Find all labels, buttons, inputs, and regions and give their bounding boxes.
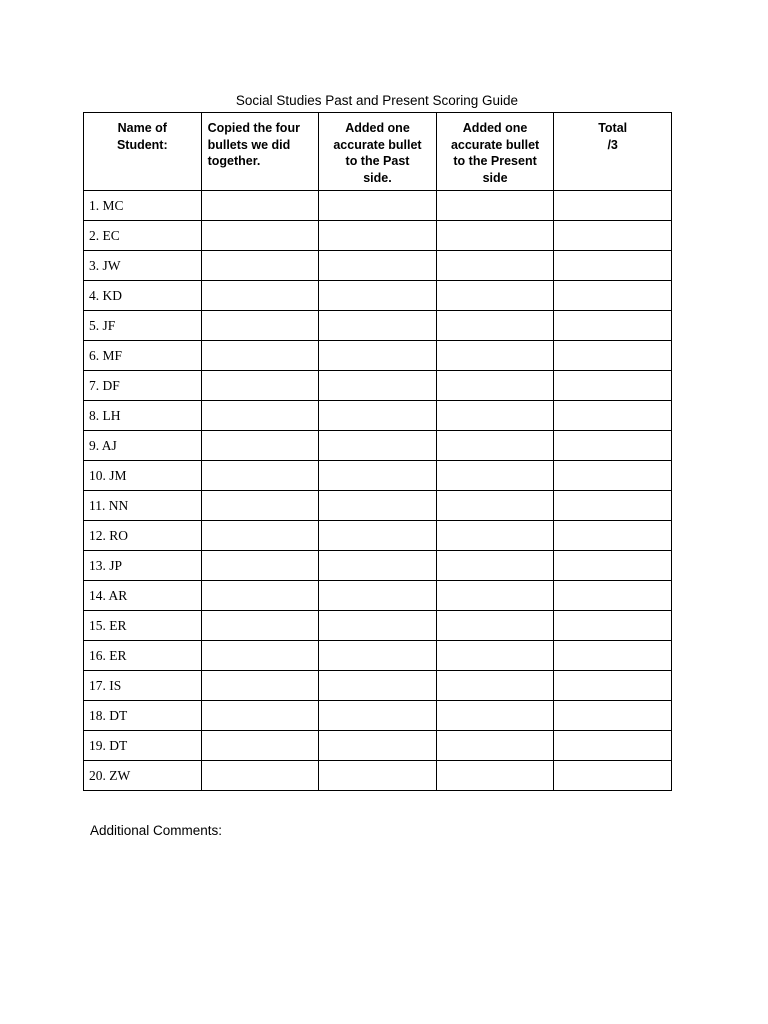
- table-row: [84, 701, 672, 731]
- header-line: bullets we did: [207, 137, 291, 152]
- table-row: [84, 371, 672, 401]
- header-line: Added one: [345, 121, 410, 135]
- table-row: [84, 761, 672, 791]
- present-bullet-cell: [436, 281, 554, 311]
- header-line: accurate bullet: [333, 137, 422, 152]
- table-row: [84, 461, 672, 491]
- table-row: [84, 611, 672, 641]
- table-row: [84, 581, 672, 611]
- present-bullet-cell: [436, 551, 554, 581]
- present-bullet-cell: [436, 341, 554, 371]
- total-cell: [554, 311, 672, 341]
- past-bullet-cell: [319, 521, 437, 551]
- header-line: Name of: [117, 121, 167, 135]
- total-cell: [554, 551, 672, 581]
- header-name-of-student: [84, 113, 202, 191]
- total-cell: [554, 281, 672, 311]
- student-name-cell: 8. LH: [84, 401, 202, 431]
- header-line: Total: [598, 121, 628, 135]
- student-name-cell: 3. JW: [84, 251, 202, 281]
- header-total: [554, 113, 672, 191]
- student-name-cell: 2. EC: [84, 221, 202, 251]
- header-line: to the Past: [345, 154, 410, 168]
- copied-bullets-cell: [201, 581, 319, 611]
- present-bullet-cell: [436, 611, 554, 641]
- past-bullet-cell: [319, 491, 437, 521]
- copied-bullets-cell: [201, 461, 319, 491]
- total-cell: [554, 341, 672, 371]
- copied-bullets-cell: [201, 221, 319, 251]
- total-cell: [554, 221, 672, 251]
- table-row: [84, 431, 672, 461]
- table-row: [84, 311, 672, 341]
- table-row: [84, 191, 672, 221]
- student-name-cell: 14. AR: [84, 581, 202, 611]
- past-bullet-cell: [319, 191, 437, 221]
- present-bullet-cell: [436, 371, 554, 401]
- past-bullet-cell: [319, 701, 437, 731]
- student-name-cell: 20. ZW: [84, 761, 202, 791]
- table-row: [84, 401, 672, 431]
- table-row: [84, 251, 672, 281]
- additional-comments-label: Additional Comments:: [90, 823, 223, 838]
- student-name-cell: 11. NN: [84, 491, 202, 521]
- past-bullet-cell: [319, 221, 437, 251]
- copied-bullets-cell: [201, 671, 319, 701]
- past-bullet-cell: [319, 581, 437, 611]
- past-bullet-cell: [319, 671, 437, 701]
- present-bullet-cell: [436, 581, 554, 611]
- header-copied-bullets: [201, 113, 319, 191]
- copied-bullets-cell: [201, 761, 319, 791]
- past-bullet-cell: [319, 401, 437, 431]
- copied-bullets-cell: [201, 311, 319, 341]
- total-cell: [554, 431, 672, 461]
- copied-bullets-cell: [201, 491, 319, 521]
- past-bullet-cell: [319, 761, 437, 791]
- total-cell: [554, 371, 672, 401]
- copied-bullets-cell: [201, 551, 319, 581]
- past-bullet-cell: [319, 251, 437, 281]
- header-line: Student:: [116, 137, 168, 152]
- present-bullet-cell: [436, 191, 554, 221]
- total-cell: [554, 491, 672, 521]
- student-name-cell: 5. JF: [84, 311, 202, 341]
- present-bullet-cell: [436, 521, 554, 551]
- copied-bullets-cell: [201, 731, 319, 761]
- past-bullet-cell: [319, 281, 437, 311]
- header-line: side.: [363, 170, 392, 185]
- copied-bullets-cell: [201, 341, 319, 371]
- table-row: [84, 221, 672, 251]
- student-rows: [84, 191, 672, 791]
- copied-bullets-cell: [201, 641, 319, 671]
- copied-bullets-cell: [201, 431, 319, 461]
- past-bullet-cell: [319, 461, 437, 491]
- present-bullet-cell: [436, 761, 554, 791]
- past-bullet-cell: [319, 731, 437, 761]
- total-cell: [554, 701, 672, 731]
- past-bullet-cell: [319, 371, 437, 401]
- header-line: Copied the four: [207, 121, 300, 135]
- past-bullet-cell: [319, 611, 437, 641]
- student-name-cell: 12. RO: [84, 521, 202, 551]
- student-name-cell: 19. DT: [84, 731, 202, 761]
- student-name-cell: 17. IS: [84, 671, 202, 701]
- student-name-cell: 15. ER: [84, 611, 202, 641]
- student-name-cell: 4. KD: [84, 281, 202, 311]
- header-line: side: [482, 170, 508, 185]
- copied-bullets-cell: [201, 701, 319, 731]
- copied-bullets-cell: [201, 191, 319, 221]
- total-cell: [554, 611, 672, 641]
- page-title: Social Studies Past and Present Scoring Guide: [235, 93, 519, 108]
- header-row: [84, 113, 672, 191]
- present-bullet-cell: [436, 731, 554, 761]
- table-row: [84, 731, 672, 761]
- copied-bullets-cell: [201, 251, 319, 281]
- total-cell: [554, 401, 672, 431]
- student-name-cell: 16. ER: [84, 641, 202, 671]
- header-line: Added one: [462, 121, 528, 135]
- present-bullet-cell: [436, 221, 554, 251]
- total-cell: [554, 731, 672, 761]
- table-row: [84, 281, 672, 311]
- past-bullet-cell: [319, 641, 437, 671]
- student-name-cell: 9. AJ: [84, 431, 202, 461]
- header-line: accurate bullet: [450, 137, 540, 152]
- total-cell: [554, 191, 672, 221]
- table-row: [84, 521, 672, 551]
- present-bullet-cell: [436, 671, 554, 701]
- table-row: [84, 341, 672, 371]
- student-name-cell: 18. DT: [84, 701, 202, 731]
- student-name-cell: 6. MF: [84, 341, 202, 371]
- present-bullet-cell: [436, 461, 554, 491]
- copied-bullets-cell: [201, 281, 319, 311]
- total-cell: [554, 671, 672, 701]
- past-bullet-cell: [319, 341, 437, 371]
- total-cell: [554, 461, 672, 491]
- total-cell: [554, 641, 672, 671]
- student-name-cell: 13. JP: [84, 551, 202, 581]
- table-row: [84, 491, 672, 521]
- copied-bullets-cell: [201, 521, 319, 551]
- copied-bullets-cell: [201, 401, 319, 431]
- past-bullet-cell: [319, 431, 437, 461]
- header-present-bullet: [436, 113, 554, 191]
- table-row: [84, 551, 672, 581]
- total-cell: [554, 251, 672, 281]
- scoring-table: [83, 112, 672, 791]
- past-bullet-cell: [319, 311, 437, 341]
- past-bullet-cell: [319, 551, 437, 581]
- present-bullet-cell: [436, 311, 554, 341]
- present-bullet-cell: [436, 641, 554, 671]
- total-cell: [554, 521, 672, 551]
- present-bullet-cell: [436, 431, 554, 461]
- total-cell: [554, 761, 672, 791]
- student-name-cell: 1. MC: [84, 191, 202, 221]
- copied-bullets-cell: [201, 611, 319, 641]
- present-bullet-cell: [436, 251, 554, 281]
- table-row: [84, 671, 672, 701]
- header-past-bullet: [319, 113, 437, 191]
- student-name-cell: 7. DF: [84, 371, 202, 401]
- student-name-cell: 10. JM: [84, 461, 202, 491]
- header-line: together.: [207, 154, 261, 168]
- present-bullet-cell: [436, 401, 554, 431]
- copied-bullets-cell: [201, 371, 319, 401]
- present-bullet-cell: [436, 491, 554, 521]
- total-cell: [554, 581, 672, 611]
- header-line: to the Present: [453, 154, 537, 168]
- present-bullet-cell: [436, 701, 554, 731]
- table-row: [84, 641, 672, 671]
- header-line: /3: [607, 137, 618, 152]
